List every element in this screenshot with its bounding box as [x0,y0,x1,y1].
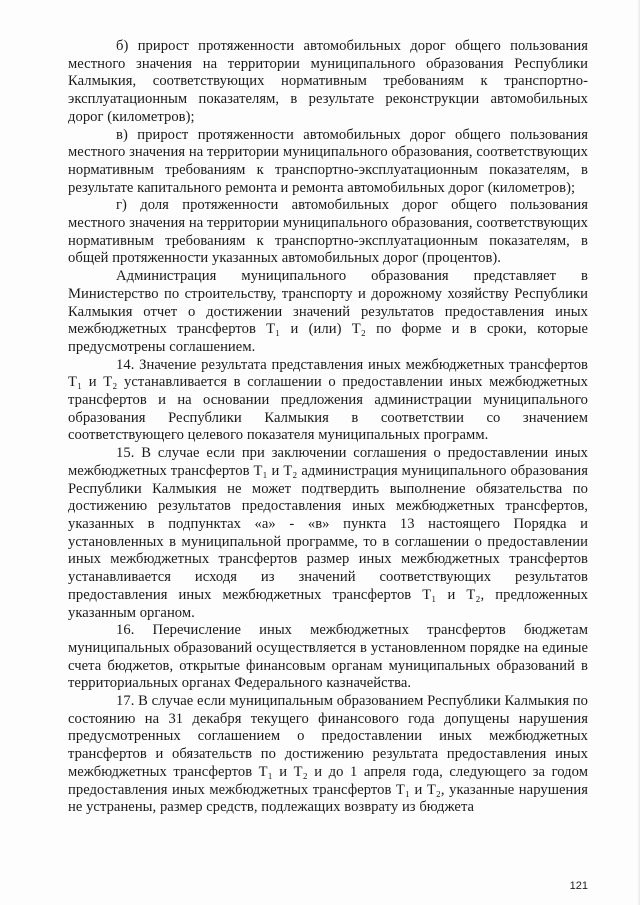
paragraph-item-v: в) прирост протяженности автомобильных дорог общего пользования местного значения на территории муниципального образования, соответствующих нормативным требованиям к транспортно-эксплуатационным показателям, в результате капитального ремонта и ремонта автомобильных дорог (километров); [68,126,588,196]
paragraph-17: 17. В случае если муниципальным образованием Республики Калмыкия по состоянию на 31 декабря текущего финансового года допущены нарушения предусмотренных соглашением о предоставлении иных межбюджетных трансфертов и обязательств по достижению результата предоставления иных межбюджетных трансфертов Т₁ и Т₂ и до 1 апреля года, следующего за годом предоставления иных межбюджетных трансфертов Т₁ и Т₂, указанные нарушения не устранены, размер средств, подлежащих возврату из бюджета [68,693,588,816]
paragraph-15: 15. В случае если при заключении соглашения о предоставлении иных межбюджетных трансфертов Т₁ и Т₂ администрация муниципального образования Республики Калмыкия не может подтвердить выполнение обязательства по достижению результатов предоставления иных межбюджетных трансфертов, указанных в подпунктах «а» - «в» пункта 13 настоящего Порядка и установленных в муниципальной программе, то в соглашении о предоставлении иных межбюджетных трансфертов размер иных межбюджетных трансфертов устанавливается исходя из значений соответствующих результатов предоставления иных межбюджетных трансфертов Т₁ и Т₂, предложенных указанным органом. [68,445,588,621]
paragraph-16: 16. Перечисление иных межбюджетных трансфертов бюджетам муниципальных образований осуществляется в установленном порядке на единые счета бюджетов, открытые финансовым органам муниципальных образований в территориальных органах Федерального казначейства. [68,622,588,692]
paragraph-administration-report: Администрация муниципального образования представляет в Министерство по строительству, транспорту и дорожному хозяйству Республики Калмыкия отчет о достижении значений результатов предоставления иных межбюджетных трансфертов Т₁ и (или) Т₂ по форме и в сроки, которые предусмотрены соглашением. [68,268,588,355]
document-body [68,38,588,817]
page-number: 121 [569,880,588,892]
paragraph-item-g: г) доля протяженности автомобильных дорог общего пользования местного значения на территории муниципального образования, соответствующих нормативным требованиям к транспортно-эксплуатационным показателям, в общей протяженности указанных автомобильных дорог (процентов). [68,197,588,267]
paragraph-14: 14. Значение результата представления иных межбюджетных трансфертов Т₁ и Т₂ устанавливается в соглашении о предоставлении иных межбюджетных трансфертов и на основании предложения администрации муниципального образования Республики Калмыкия в соответствии со значением соответствующего целевого показателя муниципальных программ. [68,356,588,444]
paragraph-item-b: б) прирост протяженности автомобильных дорог общего пользования местного значения на территории муниципального образования Республики Калмыкия, соответствующих нормативным требованиям к транспортно-эксплуатационным показателям, в результате реконструкции автомобильных дорог (километров); [68,38,588,125]
